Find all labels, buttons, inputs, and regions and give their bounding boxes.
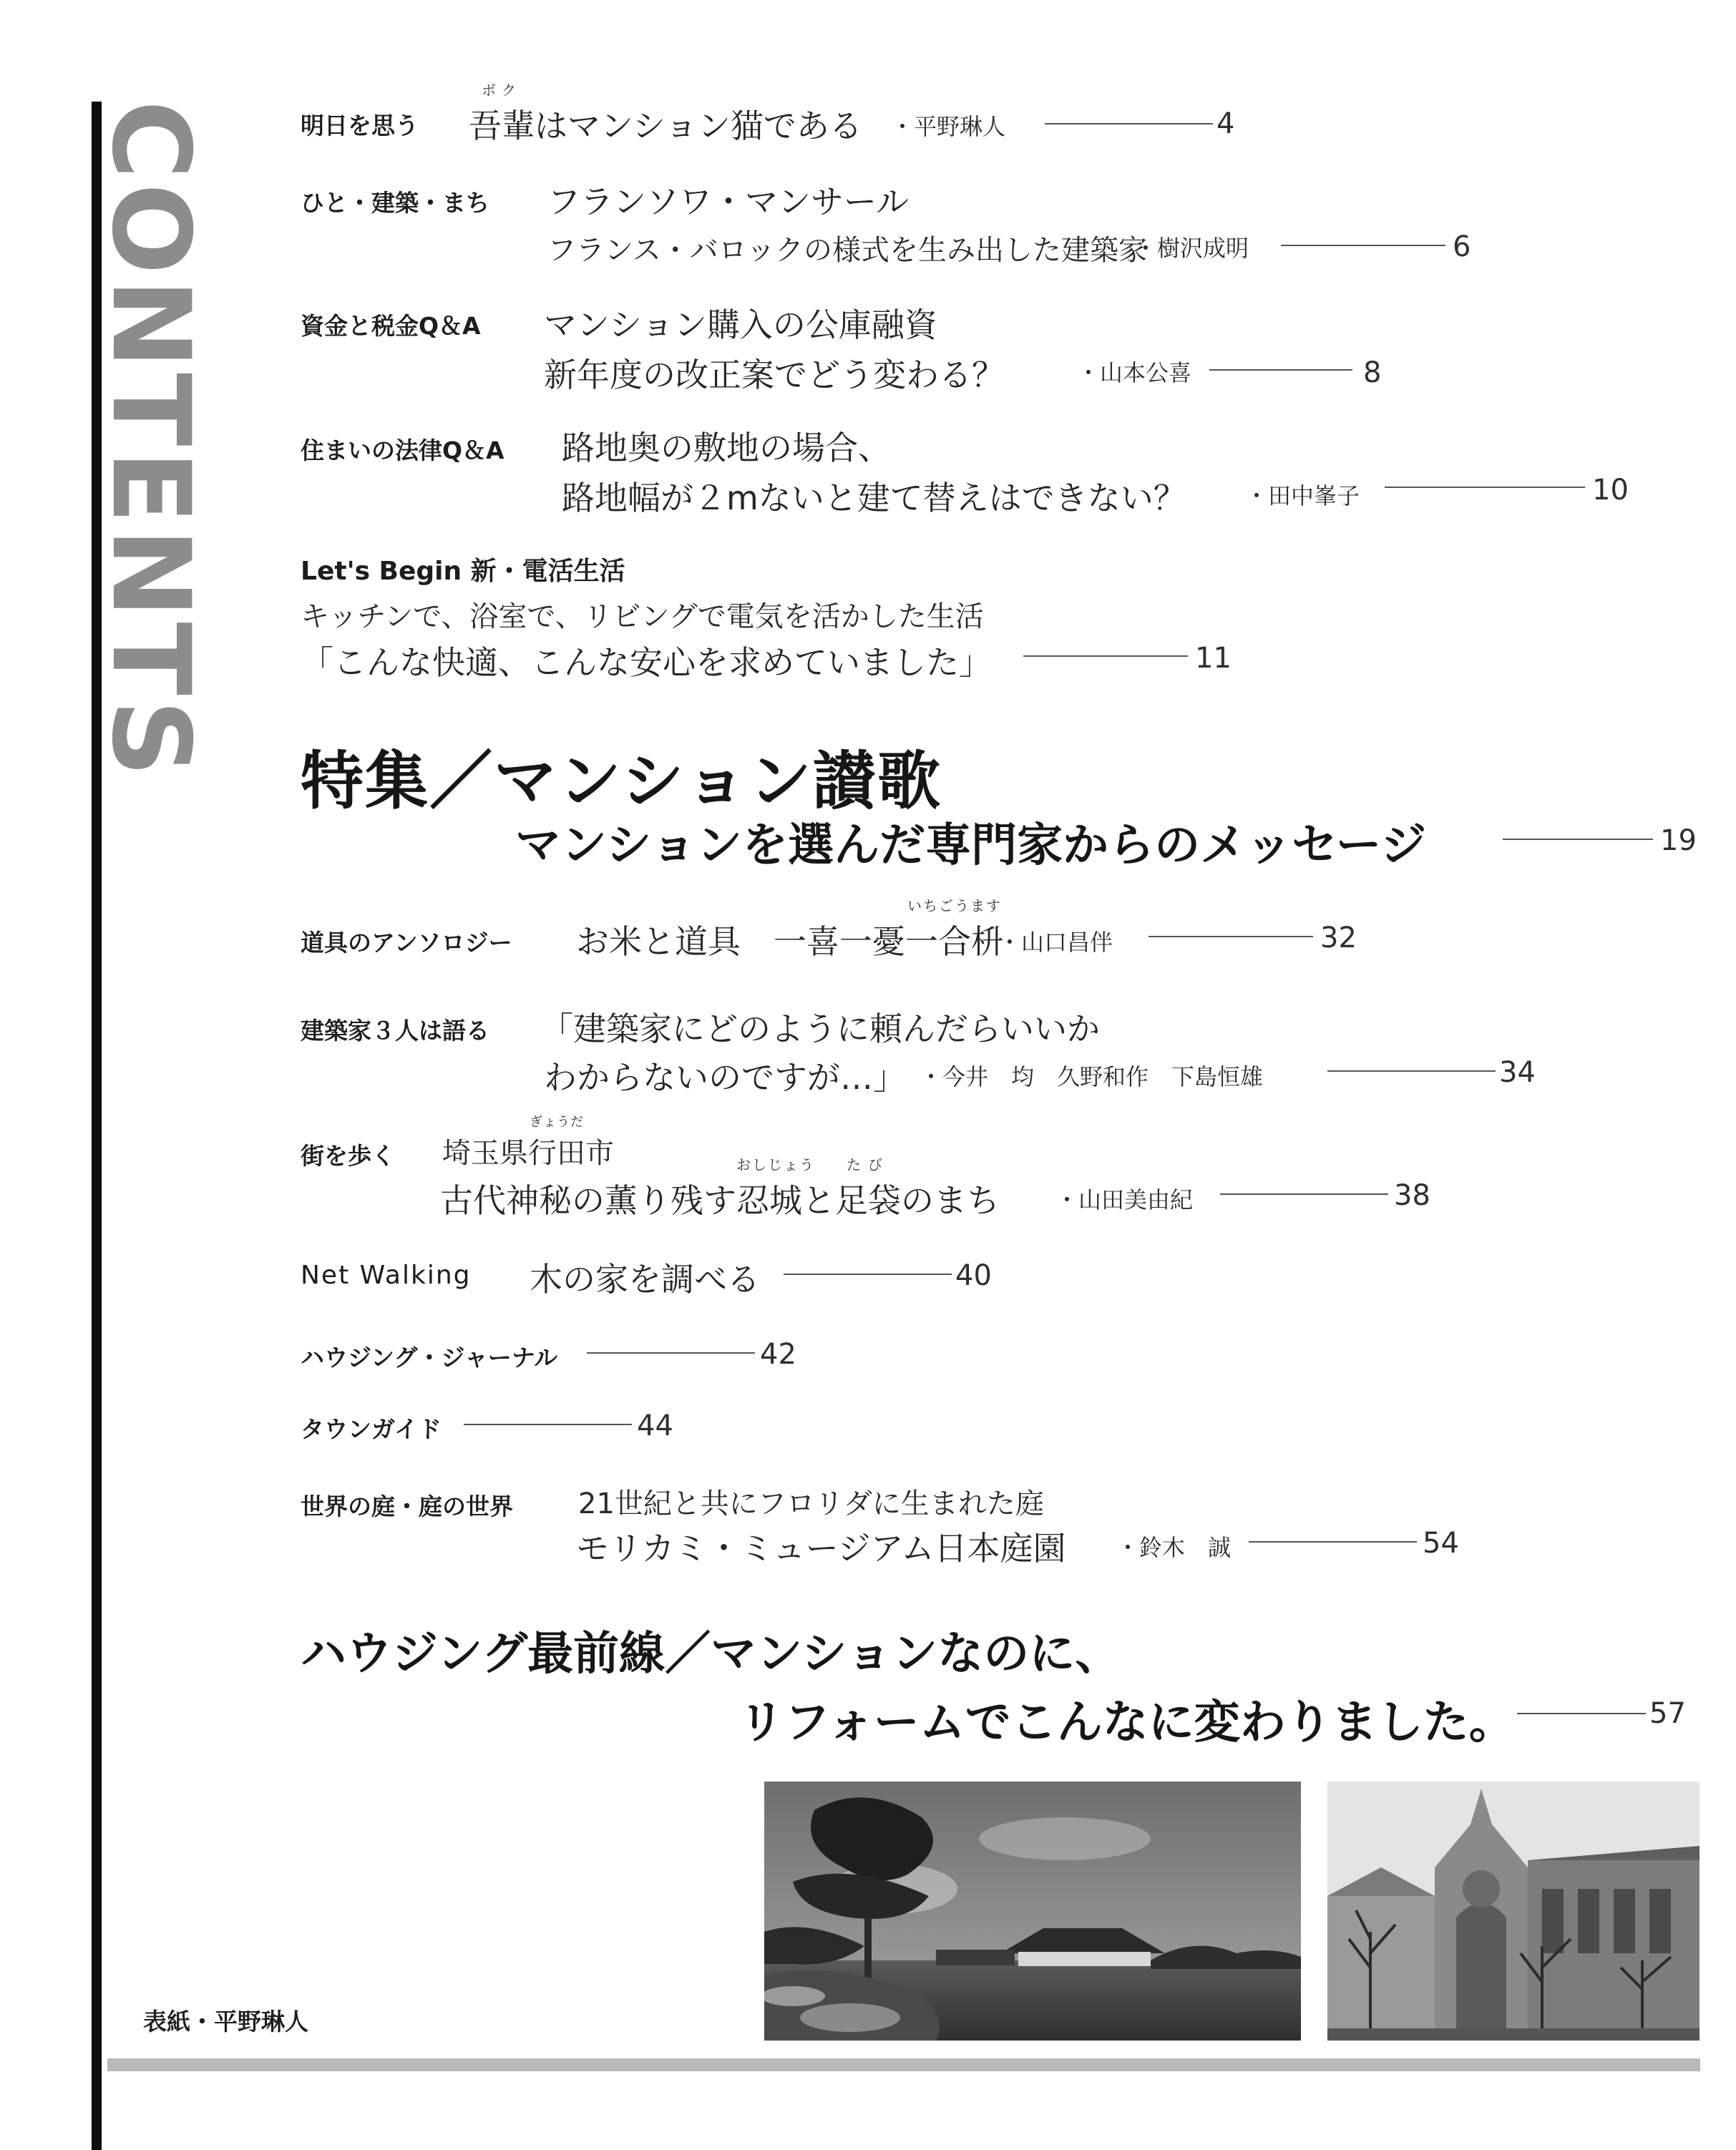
- category-kenchiku: 建築家３人は語る: [301, 1017, 489, 1045]
- subtitle-hou: 路地幅が２mないと建て替えはできない？: [562, 479, 1186, 517]
- category-hito: ひと・建築・まち: [301, 189, 489, 217]
- lets-line1: キッチンで、浴室で、リビングで電気を活かした生活: [301, 600, 984, 633]
- page-kenchiku[interactable]: 34: [1499, 1056, 1536, 1089]
- bottom-band: [107, 2058, 1700, 2071]
- page-housing[interactable]: 42: [760, 1338, 796, 1371]
- title-dougu[interactable]: お米と道具 一喜一憂 いちごうます 一合枡: [576, 916, 1004, 963]
- page-net[interactable]: 40: [955, 1259, 992, 1292]
- page-sekai[interactable]: 54: [1423, 1527, 1459, 1560]
- leader-line: [1023, 655, 1188, 657]
- leader-line: [1385, 487, 1585, 488]
- ruby-ichigoumasu: いちごうます 一合枡: [905, 897, 1004, 961]
- title-kenchiku[interactable]: 「建築家にどのように頼んだらいいか: [540, 1010, 1100, 1048]
- cathedral-photo: [1327, 1782, 1700, 2041]
- subtitle-sekai-1: 21世紀と共にフロリダに生まれた庭: [578, 1487, 1044, 1520]
- author-dougu: ・山口昌伴: [998, 929, 1113, 956]
- place-machi: 埼玉県 ぎょうだ 行田市: [442, 1115, 614, 1170]
- title-shikin[interactable]: マンション購入の公庫融資: [544, 306, 937, 344]
- author-shikin: ・山本公喜: [1077, 359, 1192, 386]
- leader-line: [1149, 936, 1313, 937]
- category-machi: 街を歩く: [301, 1142, 395, 1170]
- author-asu: ・平野琳人: [891, 113, 1006, 140]
- feature-title[interactable]: 特集／マンション讃歌: [301, 744, 942, 818]
- title-hou[interactable]: 路地奥の敷地の場合、: [562, 429, 891, 467]
- subtitle-shikin: 新年度の改正案でどう変わる？: [544, 356, 1005, 394]
- page-frontline[interactable]: 57: [1649, 1697, 1686, 1730]
- page-machi[interactable]: 38: [1394, 1179, 1430, 1212]
- title-asu[interactable]: ボク 吾輩はマンション猫である: [469, 100, 862, 147]
- author-machi: ・山田美由紀: [1055, 1186, 1194, 1213]
- category-dougu: 道具のアンソロジー: [301, 929, 512, 957]
- page-town[interactable]: 44: [637, 1409, 673, 1442]
- housing-frontline-subtitle: リフォームでこんなに変わりました。: [738, 1696, 1515, 1749]
- page-shikin[interactable]: 8: [1363, 356, 1382, 389]
- category-shikin: 資金と税金Q＆A: [301, 312, 481, 340]
- ruby-boku: ボク 吾輩: [469, 82, 535, 145]
- leader-line: [784, 1274, 952, 1275]
- title-sekai[interactable]: モリカミ・ミュージアム日本庭園: [576, 1529, 1066, 1568]
- page-lets[interactable]: 11: [1195, 642, 1232, 675]
- page-asu[interactable]: 4: [1216, 107, 1235, 140]
- category-hou: 住まいの法律Q＆A: [301, 436, 504, 464]
- page-hou[interactable]: 10: [1592, 474, 1629, 507]
- subtitle-hito: フランス・バロックの様式を生み出した建築家: [547, 234, 1147, 267]
- feature-subtitle: マンションを選んだ専門家からのメッセージ: [515, 819, 1427, 872]
- category-town[interactable]: タウンガイド: [301, 1415, 442, 1443]
- subtitle-kenchiku: わからないのですが…」: [544, 1058, 906, 1097]
- category-lets: Let's Begin 新・電活生活: [301, 557, 625, 586]
- category-asu: 明日を思う: [301, 112, 419, 140]
- author-hito: ・樹沢成明: [1134, 235, 1249, 262]
- author-hou: ・田中峯子: [1245, 482, 1360, 509]
- leader-line: [464, 1424, 632, 1425]
- title-net[interactable]: 木の家を調べる: [530, 1260, 760, 1299]
- leader-line: [1281, 245, 1445, 246]
- leader-line: [1209, 369, 1352, 371]
- leader-line: [1517, 1713, 1646, 1714]
- leader-line: [1503, 839, 1653, 840]
- title-machi[interactable]: 古代神秘の薫り残す おしじょう 忍城と たび 足袋のまち: [440, 1156, 1000, 1220]
- category-housing[interactable]: ハウジング・ジャーナル: [301, 1344, 558, 1372]
- contents-spine-title: CONTENTS: [88, 100, 213, 781]
- leader-line: [1249, 1541, 1417, 1543]
- housing-frontline-title[interactable]: ハウジング最前線／マンションなのに、: [301, 1628, 1121, 1681]
- title-lets[interactable]: 「こんな快適、こんな安心を求めていました」: [301, 643, 992, 682]
- leader-line: [1220, 1193, 1388, 1195]
- cover-credit: 表紙・平野琳人: [143, 2008, 308, 2036]
- category-net: Net Walking: [301, 1261, 472, 1290]
- author-sekai: ・鈴木 誠: [1116, 1534, 1232, 1561]
- page-feature[interactable]: 19: [1660, 824, 1697, 857]
- leader-line: [587, 1352, 755, 1354]
- garden-photo: [764, 1782, 1301, 2041]
- page-hito[interactable]: 6: [1453, 230, 1471, 263]
- title-hito[interactable]: フランソワ・マンサール: [547, 182, 910, 221]
- page-dougu[interactable]: 32: [1320, 922, 1357, 954]
- leader-line: [1045, 123, 1213, 124]
- leader-line: [1327, 1070, 1496, 1072]
- author-kenchiku: ・今井 均 久野和作 下島恒雄: [920, 1063, 1264, 1090]
- category-sekai: 世界の庭・庭の世界: [301, 1492, 513, 1520]
